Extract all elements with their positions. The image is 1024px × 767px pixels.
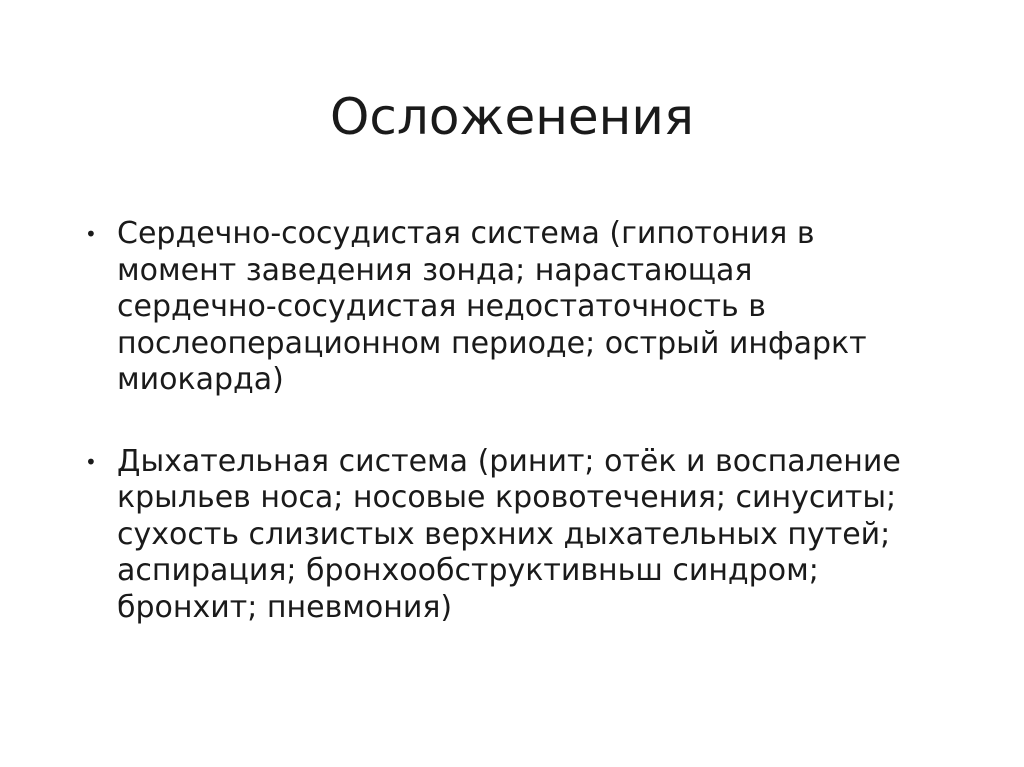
bullet-line: Сердечно-сосудистая система (гипотония в — [117, 216, 815, 251]
bullet-line: крыльев носа; носовые кровотечения; синуситы; — [117, 480, 897, 515]
bullet-line: миокарда) — [117, 362, 284, 397]
bullet-line: аспирация; бронхообструктивньш синдром; — [117, 553, 819, 588]
bullet-line: послеоперационном периоде; острый инфаркт — [117, 325, 867, 361]
bullet-item-cardiovascular — [85, 216, 965, 399]
bullet-text — [117, 216, 965, 399]
bullet-dot-icon: • — [85, 222, 97, 246]
bullet-list — [85, 216, 965, 671]
bullet-dot-icon: • — [85, 449, 97, 474]
bullet-line: сухость слизистых верхних дыхательных путей; — [117, 516, 891, 552]
slide-title: Осложенения — [330, 88, 694, 146]
bullet-line: сердечно-сосудистая недостаточность в — [117, 289, 766, 324]
bullet-line: момент заведения зонда; нарастающая — [117, 252, 753, 288]
bullet-item-respiratory — [85, 444, 965, 627]
bullet-line: бронхит; пневмония) — [117, 589, 453, 625]
bullet-line: Дыхательная система (ринит; отёк и воспаление — [117, 443, 901, 479]
bullet-text — [117, 444, 965, 627]
